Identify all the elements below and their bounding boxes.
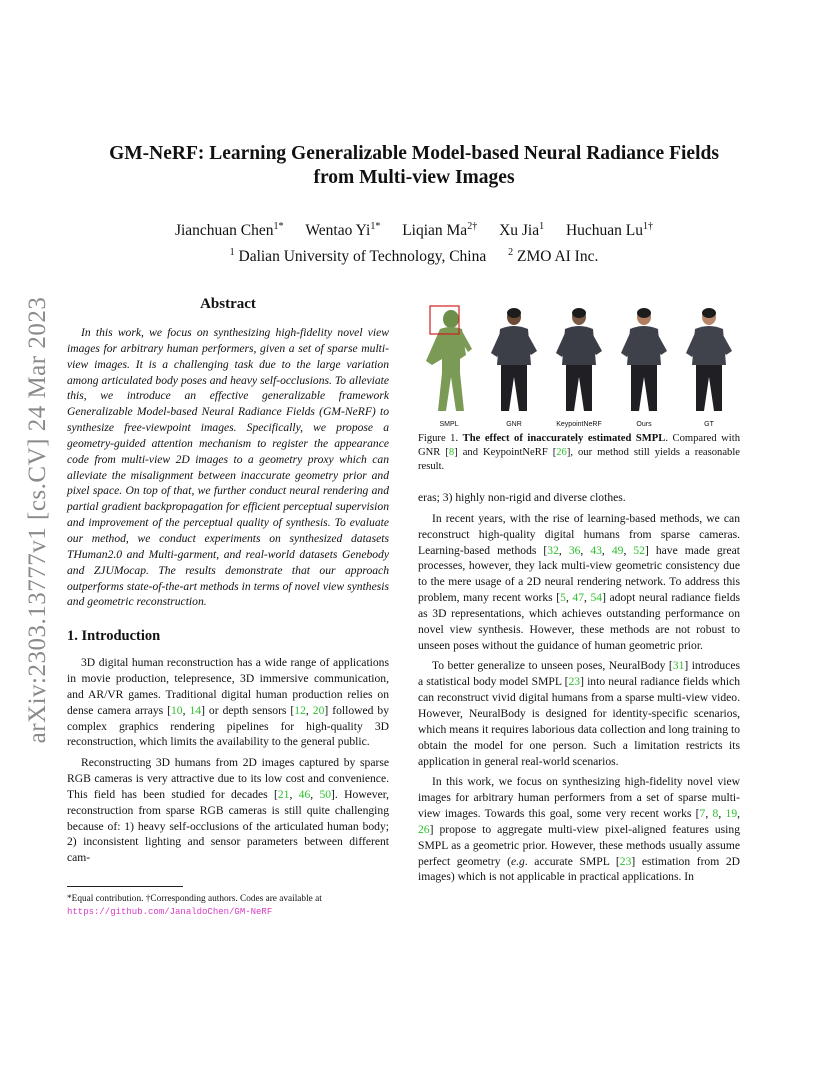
citation-link[interactable]: 5 [560, 591, 566, 605]
affiliation-list [60, 242, 768, 268]
abstract-text: In this work, we focus on synthesizing high-fidelity novel view images for arbitrary human performers, given a set of sparse multi-view images. It is a challenging task due to the large variation among articulated body poses and heavy self-occlusions. To alleviate this, we introduce an effective generalizable framework Generalizable Model-based Neural Radiance Fields (GM-NeRF) to synthesize free-viewpoint images. Specifically, we propose a geometry-guided attention mechanism to register the appearance code from multi-view 2D images to a geometry proxy which can alleviate the misalignment between inaccurate geometry prior and pixel space. On top of that, we further conduct neural rendering and partial gradient backpropagation for efficient perceptual supervision and improvement of the perceptual quality of synthesis. To evaluate our method, we conduct experiments on synthesized datasets THuman2.0 and Multi-garment, and real-world datasets Genebody and ZJUMocap. The results demonstrate that our approach outperforms state-of-the-art methods in terms of novel view synthesis and geometric reconstruction. [67, 326, 389, 609]
citation-link[interactable]: 14 [189, 703, 202, 717]
right-paragraph-4: In this work, we focus on synthesizing high-fidelity novel view images for arbitrary human performers from a set of sparse multi-view images. Towards this goal, some very recent works [7, 8, 19, 26] propose to aggregate multi-view pixel-aligned features using SMPL as a geometric prior. However, these methods usually assume perfect geometry (e.g. accurate SMPL [23] estimation from 2D images) which is not applicable in practical applications. In [418, 775, 741, 884]
right-column [418, 300, 740, 890]
figure-caption: Figure 1. The effect of inaccurately estimated SMPL. Compared with GNR [8] and KeypointNeRF [26], our method still yields a reasonable result. [418, 433, 740, 472]
citation-link[interactable]: 21 [277, 787, 290, 801]
citation-link[interactable]: 47 [572, 591, 585, 605]
citation-link[interactable]: 23 [619, 854, 632, 868]
title-line-2: from Multi-view Images [313, 167, 515, 188]
right-paragraph-1: eras; 3) highly non-rigid and diverse clothes. [418, 491, 626, 504]
footnote-divider [67, 886, 183, 887]
figure-label: GNR [506, 421, 522, 428]
citation-link[interactable]: 31 [672, 659, 685, 673]
intro-paragraph-2: Reconstructing 3D humans from 2D images captured by sparse RGB cameras is very attractive due to its low cost and convenience. This field has been studied for decades [21, 46, 50]. However, reconstruction from sparse RGB cameras is still quite challenging because of: 1) heavy self-occlusions of the articulated human body; 2) inconsistent lighting and sensor parameters between different cam- [67, 756, 390, 865]
section-heading-introduction: 1. Introduction [67, 628, 161, 645]
left-column [67, 296, 389, 919]
figure-panel-ours [613, 300, 675, 428]
citation-link[interactable]: 26 [556, 447, 567, 458]
citation-link[interactable]: 26 [418, 822, 430, 836]
figure-label: Ours [636, 421, 652, 428]
title-line-1: GM-NeRF: Learning Generalizable Model-based Neural Radiance Fields [109, 143, 719, 164]
author: Xu Jia$^1$ [499, 221, 545, 240]
paper-title [60, 142, 768, 190]
citation-link[interactable]: 46 [298, 787, 311, 801]
citation-link[interactable]: 19 [725, 807, 738, 821]
ours-render-image [613, 303, 675, 418]
smpl-mesh-image [418, 303, 480, 418]
author: Huchuan $Lu^{1\dagger}$ [565, 221, 654, 240]
author: Liqian $Ma^{2\dagger}$ [402, 221, 478, 240]
figure-label: GT [704, 421, 714, 428]
citation-link[interactable]: 20 [312, 703, 325, 717]
citation-link[interactable]: 49 [611, 543, 624, 557]
citation-link[interactable]: 50 [319, 787, 332, 801]
citation-link[interactable]: 32 [547, 543, 559, 557]
author: Wentao $Yi^{1*}$ [305, 221, 381, 240]
figure-label: KeypointNeRF [556, 421, 602, 428]
citation-link[interactable]: 12 [294, 703, 306, 717]
citation-link[interactable]: 8 [712, 807, 719, 821]
intro-paragraph-1: 3D digital human reconstruction has a wide range of applications in movie production, telepresence, 3D immersive communication, and AR/VR games. Traditional digital human production relies on dense camera arrays [10, 14] or depth sensors [12, 20] followed by complex graphics rendering pipelines for high-quality 3D reconstruction, which limits the availability to the general public. [67, 656, 390, 749]
arxiv-stamp [22, 282, 54, 758]
figure-panel-keypointnerf [548, 300, 610, 428]
figure-panel-smpl [418, 300, 480, 428]
abstract-heading: Abstract [200, 296, 256, 312]
right-paragraph-3: To better generalize to unseen poses, NeuralBody [31] introduces a statistical body model SMPL [23] into neural radiance fields which can reconstruct vivid digital humans from a sparse multi-view video. However, NeuralBody is designed for identity-specific scenarios, which means it requires laborious data collection and long training to obtain the model for one person. Such a limitation restricts its application in general real-world scenarios. [418, 659, 740, 768]
author: Jianchuan Chen$^{1*}$ [174, 221, 284, 240]
figure-panel-gt [678, 300, 740, 428]
citation-link[interactable]: 23 [568, 675, 581, 689]
figure-label: SMPL [439, 421, 459, 428]
citation-link[interactable]: 54 [590, 591, 603, 605]
affiliation: $^1$ Dalian University of Technology, China [229, 247, 487, 266]
right-paragraph-2: In recent years, with the rise of learning-based methods, we can reconstruct high-quality digital humans from sparse cameras. Learning-based methods [32, 36, 43, 49, 52] have made great processes, however, they lack multi-view geometric consistency due to the mere usage of a 2D neural rendering network. To address this problem, many recent works [5, 47, 54] adopt neural radiance fields as 3D representations, which achieves outstanding performance on novel view synthesis. However, these methods are not robust to unseen poses without the guidance of human geometric prior. [418, 511, 741, 652]
author-list [60, 216, 768, 242]
ground-truth-image [678, 303, 740, 418]
figure-1 [418, 300, 740, 428]
citation-link[interactable]: 52 [633, 543, 645, 557]
affiliation: $^2$ ZMO AI Inc. [508, 247, 599, 266]
gnr-render-image [483, 303, 545, 418]
arxiv-id: arXiv:2303.13777v1 [cs.CV] 24 Mar 2023 [24, 296, 51, 744]
keypointnerf-render-image [548, 303, 610, 418]
code-link[interactable]: https://github.com/JanaldoChen/GM-NeRF [67, 907, 273, 918]
citation-link[interactable]: 43 [590, 543, 602, 557]
citation-link[interactable]: 10 [171, 703, 183, 717]
citation-link[interactable]: 7 [699, 807, 706, 821]
citation-link[interactable]: 36 [568, 543, 581, 557]
citation-link[interactable]: 8 [448, 447, 455, 458]
figure-panel-gnr [483, 300, 545, 428]
footnote: *Equal contribution. †Corresponding authors. Codes are available at https://github.com/JanaldoChen/GM-NeRF [67, 894, 322, 918]
